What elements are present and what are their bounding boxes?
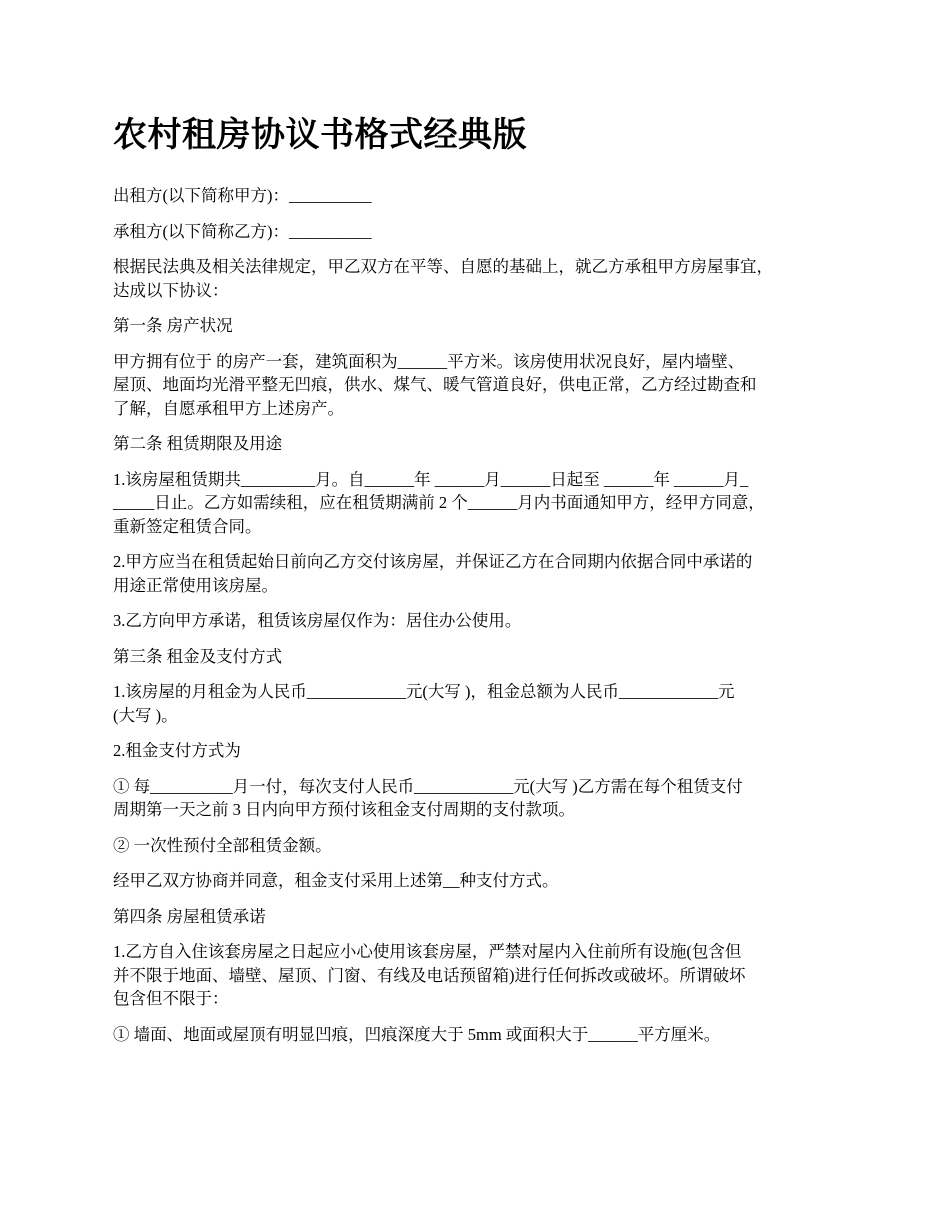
article-3-clause-1: 1.该房屋的月租金为人民币____________元(大写 )，租金总额为人民币____________元 (大写 )。 bbox=[113, 682, 735, 725]
document-title: 农村租房协议书格式经典版 bbox=[113, 117, 527, 154]
preamble: 根据民法典及相关法律规定，甲乙双方在平等、自愿的基础上，就乙方承租甲方房屋事宜， 达成以下协议： bbox=[113, 257, 773, 300]
party-b-line: 承租方(以下简称乙方)：__________ bbox=[113, 221, 372, 241]
payment-option-2: ② 一次性预付全部租赁金额。 bbox=[113, 835, 332, 855]
article-4-clause-1: 1.乙方自入住该套房屋之日起应小心使用该套房屋，严禁对屋内入住前所有设施(包含但 并不限于地面、墙壁、屋顶、门窗、有线及电话预留箱)进行任何拆改或破坏。所谓破坏 包含但不限于： bbox=[113, 942, 746, 1008]
article-3-clause-2: 2.租金支付方式为 bbox=[113, 741, 241, 760]
party-a-line: 出租方(以下简称甲方)：__________ bbox=[113, 186, 372, 205]
payment-option-1: ① 每__________月一付，每次支付人民币____________元(大写 )乙方需在每个租赁支付 周期第一天之前 3 日内向甲方预付该租金支付周期的支付款项。 bbox=[113, 776, 743, 819]
payment-choice: 经甲乙双方协商并同意，租金支付采用上述第__种支付方式。 bbox=[113, 871, 559, 890]
article-2-clause-3: 3.乙方向甲方承诺，租赁该房屋仅作为：居住办公使用。 bbox=[113, 611, 522, 630]
article-2-heading: 第二条 租赁期限及用途 bbox=[113, 434, 283, 453]
article-3-heading: 第三条 租金及支付方式 bbox=[113, 646, 283, 666]
article-4-heading: 第四条 房屋租赁承诺 bbox=[113, 906, 266, 926]
article-1-heading: 第一条 房产状况 bbox=[113, 316, 233, 335]
article-2-clause-1: 1.该房屋租赁期共_________月。自______年 ______月______日起至 ______年 ______月_ _____日止。乙方如需续租，应在租赁期满前 2 个______月内书面通知甲方，经甲方同意， 重新签定租赁合同。 bbox=[113, 469, 765, 536]
damage-item-1: ① 墙面、地面或屋顶有明显凹痕，凹痕深度大于 5mm 或面积大于______平方厘米。 bbox=[113, 1024, 721, 1044]
article-1-body: 甲方拥有位于 的房产一套，建筑面积为______平方米。该房使用状况良好，屋内墙壁、 屋顶、地面均光滑平整无凹痕，供水、煤气、暖气管道良好，供电正常，乙方经过勘查和 了解，自愿承租甲方上述房产。 bbox=[113, 351, 757, 418]
article-2-clause-2: 2.甲方应当在租赁起始日前向乙方交付该房屋，并保证乙方在合同期内依据合同中承诺的 用途正常使用该房屋。 bbox=[113, 552, 753, 595]
